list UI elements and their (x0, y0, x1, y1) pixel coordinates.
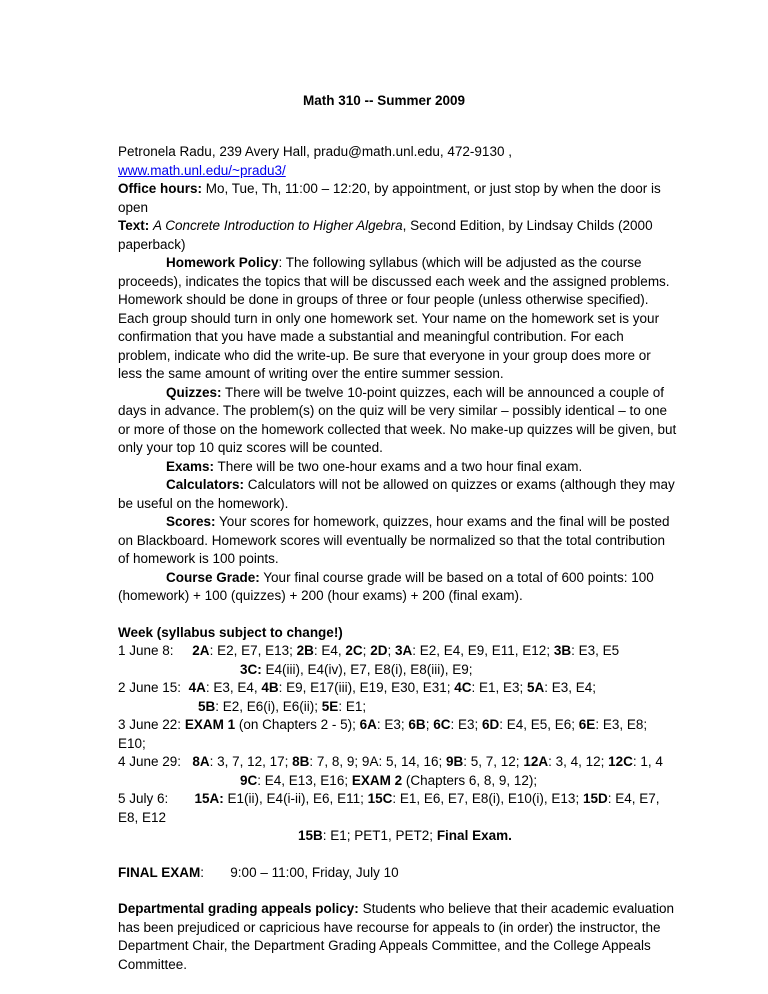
calculators-policy (118, 476, 678, 513)
week-3: 3 June 22: EXAM 1 (on Chapters 2 - 5); 6A: E3; 6B; 6C: E3; 6D: E4, E5, E6; 6E: E3, E8; E10; (118, 717, 648, 751)
weeks-heading-text: Week (syllabus subject to change!) (118, 624, 343, 640)
policy-label: Scores: (166, 514, 216, 529)
week-4-cont: 9C: E4, E13, E16; EXAM 2 (Chapters 6, 8, 9, 12); (240, 772, 538, 788)
policy-text: Calculators will not be allowed on quizzes or exams (although they may be useful on the homework). (118, 477, 675, 511)
textbook (118, 217, 678, 254)
document-body (118, 143, 678, 974)
appeals-text: Students who believe that their academic evaluation has been prejudiced or capricious have recourse for appeals to (in order) the instructor, the Department Chair, the Department Grading Appeals Committee, and the College Appeals Committee. (118, 901, 675, 972)
week-5: 5 July 6: 15A: E1(ii), E4(i-ii), E6, E11; 15C: E1, E6, E7, E8(i), E10(i), E13; 15D: E4, E7, E8, E12 (118, 791, 660, 825)
appeals-label: Departmental grading appeals policy: (118, 901, 359, 916)
course-grade-policy (118, 569, 678, 606)
quizzes-policy (118, 384, 678, 458)
policy-text: There will be two one-hour exams and a two hour final exam. (214, 458, 583, 474)
office-hours-text: Mo, Tue, Th, 11:00 – 12:20, by appointment, or just stop by when the door is open (118, 181, 661, 215)
office-hours-label: Office hours: (118, 181, 203, 196)
week-1-cont: 3C: E4(iii), E4(iv), E7, E8(i), E8(iii), E9; (240, 661, 473, 677)
policy-label: Exams: (166, 458, 215, 474)
homepage-link[interactable]: www.math.unl.edu/~pradu3/ (118, 162, 286, 178)
week-1: 1 June 8: 2A: E2, E7, E13; 2B: E4, 2C; 2D; 3A: E2, E4, E9, E11, E12; 3B: E3, E5 (118, 643, 620, 658)
week-5-cont: 15B: E1; PET1, PET2; Final Exam. (298, 828, 512, 843)
exams-policy (118, 458, 678, 477)
policy-text: There will be twelve 10-point quizzes, each will be announced a couple of days in advance. The problem(s) on the quiz will be very similar – possibly identical – to one or more of those on the homework collected that week. No make-up quizzes will be given, but only your top 10 quiz scores will be counted. (118, 384, 677, 455)
final-exam-label: FINAL EXAM (118, 864, 201, 880)
policy-label: Quizzes: (166, 384, 222, 400)
final-exam-colon: : (200, 864, 205, 880)
policy-label: Calculators: (166, 477, 245, 492)
scores-policy (118, 513, 678, 569)
contact-line (118, 143, 678, 180)
policy-text: Your final course grade will be based on a total of 600 points: 100 (homework) + 100 (quizzes) + 200 (hour exams) + 200 (final exam). (118, 569, 654, 603)
textbook-label: Text: (118, 218, 150, 233)
week-2: 2 June 15: 4A: E3, E4, 4B: E9, E17(iii), E19, E30, E31; 4C: E1, E3; 5A: E3, E4; (118, 680, 597, 695)
final-exam-time: 9:00 – 11:00, Friday, July 10 (230, 864, 399, 880)
appeals-policy (118, 900, 678, 974)
textbook-details: , Second Edition, by Lindsay Childs (2000 paperback) (118, 218, 653, 252)
final-exam (118, 864, 678, 883)
policy-text: Your scores for homework, quizzes, hour exams and the final will be posted on Blackboard. Homework scores will eventually be normalized so that the total contribution of homework is 100 points. (118, 514, 670, 566)
contact-info: Petronela Radu, 239 Avery Hall, pradu@math.unl.edu, 472-9130 , (118, 144, 512, 159)
textbook-title: A Concrete Introduction to Higher Algebra (153, 218, 403, 233)
office-hours (118, 180, 678, 217)
homework-policy (118, 254, 678, 384)
policy-label: Homework Policy (166, 255, 279, 270)
page-title: Math 310 -- Summer 2009 (302, 93, 466, 108)
policy-label: Course Grade: (166, 569, 260, 585)
policy-text: : The following syllabus (which will be adjusted as the course proceeds), indicates the topics that will be discussed each week and the assigned problems. Homework should be done in groups of three or four people (unless otherwise specified). Each group should turn in only one homework set. Your name on the homework set is your confirmation that you have made a substantial and meaningful contribution. For each problem, indicate who did the write-up. Be sure that everyone in your group does more or less the same amount of writing over the entire summer session. (118, 255, 670, 381)
weeks-heading (118, 624, 678, 643)
week-2-cont: 5B: E2, E6(i), E6(ii); 5E: E1; (198, 698, 367, 714)
week-4: 4 June 29: 8A: 3, 7, 12, 17; 8B: 7, 8, 9; 9A: 5, 14, 16; 9B: 5, 7, 12; 12A: 3, 4, 12; 12C: 1, 4 (118, 754, 663, 769)
